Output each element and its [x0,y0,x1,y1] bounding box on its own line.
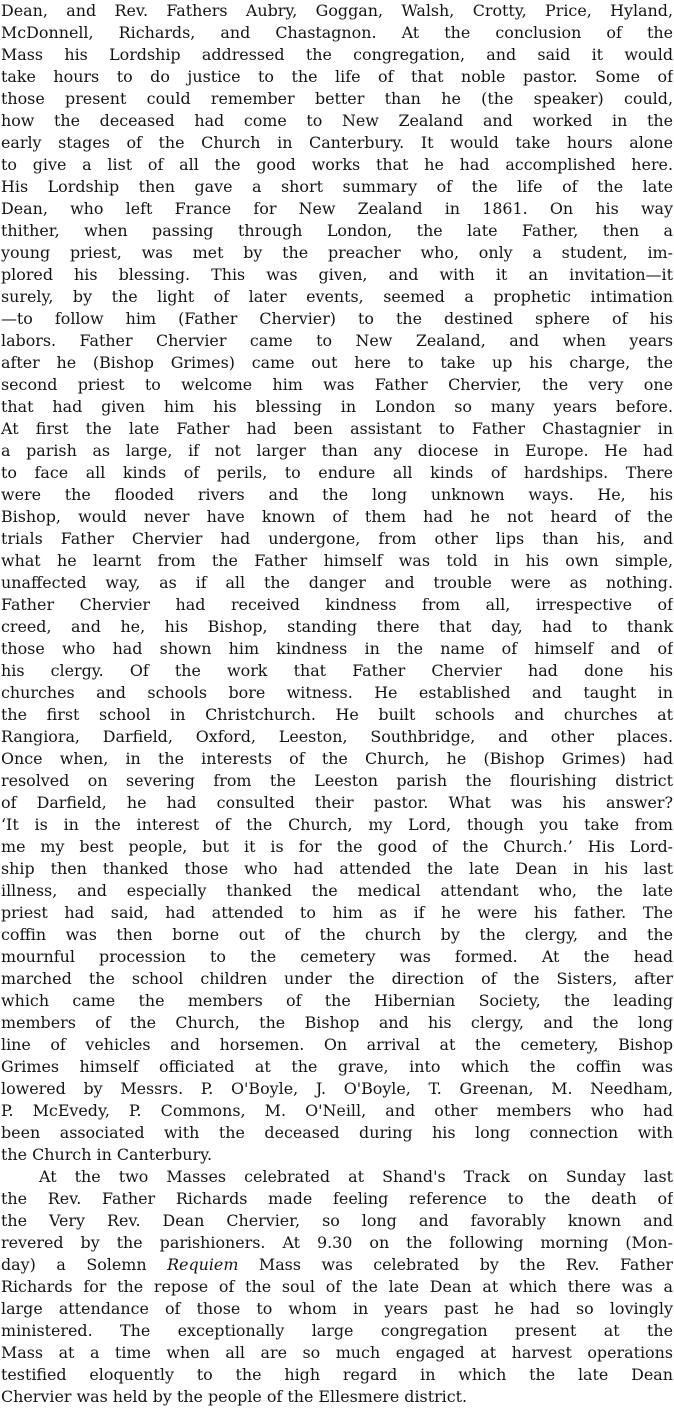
text-line: McDonnell, Richards, and Chastagnon. At the conclusion of the [1,23,673,42]
text-line: At first the late Father had been assistant to Father Chastagnier in [1,419,673,438]
article-paragraph [1,0,673,1166]
text-line: unaffected way, as if all the danger and trouble were as nothing. [1,573,673,592]
text-line: surely, by the light of later events, seemed a prophetic intimation [1,287,673,306]
text-line: those present could remember better than he (the speaker) could, [1,89,673,108]
text-line: large attendance of those to whom in years past he had so lovingly [1,1299,673,1318]
text-line: churches and schools bore witness. He established and taught in [1,683,673,702]
text-line: of Darfield, he had consulted their pastor. What was his answer? [1,793,673,812]
text-line: ministered. The exceptionally large congregation present at the [1,1321,673,1340]
text-line: resolved on severing from the Leeston parish the flourishing district [1,771,673,790]
text-line: Father Chervier had received kindness from all, irrespective of [1,595,673,614]
text-line: members of the Church, the Bishop and his clergy, and the long [1,1013,673,1032]
text-line: Dean, who left France for New Zealand in 1861. On his way [1,199,673,218]
text-line: mournful procession to the cemetery was formed. At the head [1,947,673,966]
text-line: were the flooded rivers and the long unknown ways. He, his [1,485,673,504]
article-paragraph [1,1166,673,1408]
text-line: coffin was then borne out of the church by the clergy, and the [1,925,673,944]
text-line: those who had shown him kindness in the name of himself and of [1,639,673,658]
text-line: to face all kinds of perils, to endure all kinds of hardships. There [1,463,673,482]
text-line: Richards for the repose of the soul of the late Dean at which there was a [1,1277,673,1296]
text-line: to give a list of all the good works that he had accomplished here. [1,155,673,174]
text-line: Dean, and Rev. Fathers Aubry, Goggan, Walsh, Crotty, Price, Hyland, [1,1,673,20]
text-line: P. McEvedy, P. Commons, M. O'Neill, and other members who had [1,1101,673,1120]
text-line: young priest, was met by the preacher who, only a student, im- [1,243,673,262]
text-line: His Lordship then gave a short summary of the life of the late [1,177,673,196]
text-line: the first school in Christchurch. He built schools and churches at [1,705,673,724]
text-line: been associated with the deceased during his long connection with [1,1123,673,1142]
text-line: Bishop, would never have known of them had he not heard of the [1,507,673,526]
text-line: ‘It is in the interest of the Church, my Lord, though you take from [1,815,673,834]
text-line: plored his blessing. This was given, and with it an invitation—it [1,265,673,284]
text-line: —to follow him (Father Chervier) to the destined sphere of his [1,309,673,328]
text-line: second priest to welcome him was Father Chervier, the very one [1,375,673,394]
text-line: me my best people, but it is for the good of the Church.’ His Lord- [1,837,673,856]
text-line: early stages of the Church in Canterbury. It would take hours alone [1,133,673,152]
text-line: testified eloquently to the high regard in which the late Dean [1,1365,673,1384]
text-line: the Church in Canterbury. [1,1145,213,1164]
text-line: labors. Father Chervier came to New Zealand, and when years [1,331,673,350]
text-line: Chervier was held by the people of the Ellesmere district. [1,1387,468,1406]
text-line: the Rev. Father Richards made feeling reference to the death of [1,1189,673,1208]
text-line: the Very Rev. Dean Chervier, so long and favorably known and [1,1211,673,1230]
text-line: ship then thanked those who had attended the late Dean in his last [1,859,673,878]
text-line: Mass his Lordship addressed the congregation, and said it would [1,45,673,64]
text-line: Mass at a time when all are so much engaged at harvest operations [1,1343,673,1362]
text-line: a parish as large, if not larger than any diocese in Europe. He had [1,441,673,460]
text-line: revered by the parishioners. At 9.30 on the following morning (Mon- [1,1233,673,1252]
text-line: creed, and he, his Bishop, standing there that day, had to thank [1,617,673,636]
text-line: marched the school children under the direction of the Sisters, after [1,969,673,988]
text-line: what he learnt from the Father himself was told in his own simple, [1,551,673,570]
text-line: line of vehicles and horsemen. On arrival at the cemetery, Bishop [1,1035,673,1054]
text-line: Grimes himself officiated at the grave, into which the coffin was [1,1057,673,1076]
text-line: which came the members of the Hibernian Society, the leading [1,991,673,1010]
text-line: take hours to do justice to the life of that noble pastor. Some of [1,67,673,86]
text-line: that had given him his blessing in London so many years before. [1,397,673,416]
text-line: trials Father Chervier had undergone, from other lips than his, and [1,529,673,548]
text-line: lowered by Messrs. P. O'Boyle, J. O'Boyle, T. Greenan, M. Needham, [1,1079,673,1098]
text-line: At the two Masses celebrated at Shand's Track on Sunday last [39,1167,673,1186]
text-line: his clergy. Of the work that Father Chervier had done his [1,661,673,680]
text-line: after he (Bishop Grimes) came out here to take up his charge, the [1,353,673,372]
text-line: thither, when passing through London, the late Father, then a [1,221,673,240]
text-line: Rangiora, Darfield, Oxford, Leeston, Southbridge, and other places. [1,727,673,746]
text-line: priest had said, had attended to him as if he were his father. The [1,903,673,922]
text-line: Once when, in the interests of the Church, he (Bishop Grimes) had [1,749,673,768]
text-line: day) a Solemn Requiem Mass was celebrated by the Rev. Father [1,1255,673,1274]
text-line: how the deceased had come to New Zealand and worked in the [1,111,673,130]
text-line: illness, and especially thanked the medical attendant who, the late [1,881,673,900]
